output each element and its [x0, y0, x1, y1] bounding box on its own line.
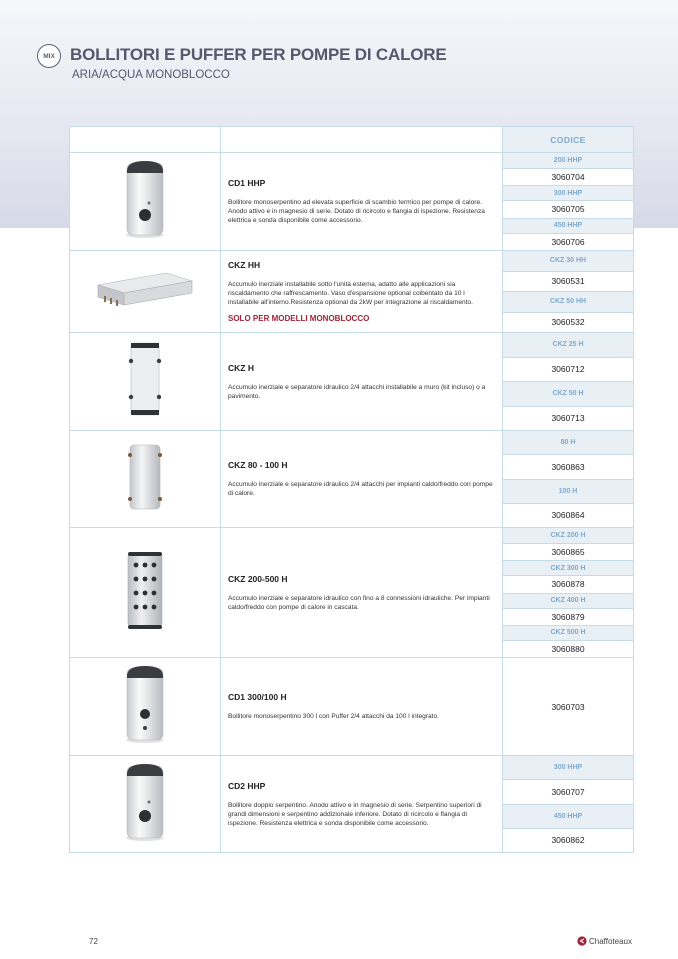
- tank-ckz-hh-image: [90, 267, 200, 311]
- tank-ckz-200-500-h-image: [120, 547, 170, 633]
- product-name: CD1 300/100 H: [228, 692, 287, 702]
- product-description: Accumulo inerziale e separatore idraulico 2/4 attacchi installabile a muro (kit incluso) o a pavimento.: [228, 383, 486, 400]
- header-blank-cell: [221, 127, 503, 153]
- product-row: [70, 528, 634, 658]
- product-code: 3060863: [503, 454, 633, 478]
- chaffoteaux-logo-icon: [577, 936, 587, 946]
- product-row: [70, 431, 634, 528]
- variant-label: 300 HHP: [503, 756, 633, 779]
- product-row: [70, 153, 634, 251]
- product-note: SOLO PER MODELLI MONOBLOCCO: [228, 314, 370, 323]
- product-code: 3060865: [503, 543, 633, 560]
- product-image-cell: [70, 528, 221, 658]
- brand-name: Chaffoteaux: [589, 936, 632, 946]
- brand-logo: [577, 936, 632, 946]
- variant-label: 200 HHP: [503, 153, 633, 168]
- product-image-cell: [70, 756, 221, 853]
- product-description: Accumulo inerziale e separatore idraulico con fino a 8 connessioni idrauliche. Per impianti caldo/freddo con pompe di calore in cascata.: [228, 594, 490, 611]
- variant-label: 450 HHP: [503, 218, 633, 233]
- product-image-cell: [70, 431, 221, 528]
- product-codes-cell: [503, 333, 634, 431]
- product-description: Bollitore monoserpentino 300 l con Puffer 2/4 attacchi da 100 l integrato.: [228, 713, 440, 720]
- product-codes-cell: [503, 528, 634, 658]
- product-description-cell: [221, 251, 503, 333]
- product-description-cell: [221, 153, 503, 251]
- page-subtitle: ARIA/ACQUA MONOBLOCCO: [72, 69, 230, 81]
- variant-label: CKZ 200 H: [503, 528, 633, 543]
- product-codes-cell: [503, 251, 634, 333]
- product-code: 3060532: [503, 312, 633, 333]
- product-code: 3060706: [503, 233, 633, 250]
- product-code: 3060705: [503, 200, 633, 217]
- variant-label: CKZ 500 H: [503, 625, 633, 640]
- product-name: CD1 HHP: [228, 178, 266, 188]
- tank-ckz-h-image: [120, 339, 170, 419]
- codes-column-header: CODICE: [503, 127, 634, 153]
- product-description: Accumulo inerziale installabile sotto l'unità esterna, adatto alle applicazioni sia riscaldamento che raffrescamento. Vaso d'espansione optional coibentato da 10 l installabile all'interno.Resistenza optional da 2kW per integrazione al riscaldamento.: [228, 281, 473, 306]
- product-description: Accumulo inerziale e separatore idraulico 2/4 attacchi per impianti caldo/freddo con pompe di calore.: [228, 481, 493, 497]
- variant-label: CKZ 400 H: [503, 593, 633, 608]
- mix-badge: MIX: [37, 44, 61, 68]
- boiler-cd2-hhp-image: [115, 760, 175, 844]
- product-code: 3060878: [503, 575, 633, 592]
- product-codes-cell: [503, 431, 634, 528]
- product-description-cell: [221, 431, 503, 528]
- boiler-cd1-300-100-h-image: [115, 662, 175, 746]
- product-image-cell: [70, 658, 221, 756]
- product-image-cell: [70, 153, 221, 251]
- product-row: [70, 333, 634, 431]
- product-name: CKZ 80 - 100 H: [228, 460, 288, 470]
- table-header-row: [70, 127, 634, 153]
- variant-label: 80 H: [503, 431, 633, 454]
- product-description-cell: [221, 658, 503, 756]
- product-name: CKZ H: [228, 362, 254, 373]
- tank-ckz-80-100-h-image: [120, 441, 170, 513]
- variant-label: 100 H: [503, 479, 633, 503]
- product-description: Bollitore monoserpentino ad elevata superficie di scambio termico per pompe di calore. Anodo attivo e in magnesio di serie. Dotato di ricircolo e flangia di ispezione. Resistenza elettrica e sonda disponibile come accessorio.: [228, 199, 485, 224]
- products-table: [69, 126, 634, 853]
- product-name: CKZ 200-500 H: [228, 573, 288, 584]
- product-code: 3060864: [503, 503, 633, 527]
- product-code: 3060879: [503, 608, 633, 625]
- product-row: [70, 251, 634, 333]
- page-title: BOLLITORI E PUFFER PER POMPE DI CALORE: [70, 45, 447, 64]
- variant-label: CKZ 50 HH: [503, 291, 633, 312]
- product-row: [70, 756, 634, 853]
- product-codes-cell: [503, 658, 634, 756]
- boiler-cd1-hhp-image: [115, 157, 175, 241]
- variant-label: 300 HHP: [503, 185, 633, 200]
- product-description-cell: [221, 333, 503, 431]
- product-code: 3060704: [503, 168, 633, 185]
- product-code: 3060862: [503, 828, 633, 852]
- product-code: 3060531: [503, 271, 633, 292]
- product-row: [70, 658, 634, 756]
- product-code: 3060707: [503, 779, 633, 803]
- variant-label: CKZ 50 H: [503, 381, 633, 406]
- variant-label: CKZ 25 H: [503, 333, 633, 357]
- header-blank-cell: [70, 127, 221, 153]
- product-description-cell: [221, 528, 503, 658]
- product-image-cell: [70, 251, 221, 333]
- product-code: 3060880: [503, 640, 633, 657]
- product-description: Bollitore doppio serpentino. Anodo attivo e in magnesio di serie. Serpentino superiori di grandi dimensioni e serpentino addizionale inferiore. Dotato di ricircolo e flangia di ispezione. Resistenza elettrica e sonda disponibile come accessorio.: [228, 801, 482, 827]
- product-code: 3060703: [503, 658, 633, 755]
- product-code: 3060712: [503, 357, 633, 382]
- product-name: CD2 HHP: [228, 780, 266, 791]
- product-name: CKZ HH: [228, 260, 261, 270]
- variant-label: CKZ 300 H: [503, 560, 633, 575]
- variant-label: 450 HHP: [503, 804, 633, 828]
- page-number: 72: [89, 937, 98, 946]
- product-codes-cell: [503, 153, 634, 251]
- product-code: 3060713: [503, 406, 633, 431]
- product-image-cell: [70, 333, 221, 431]
- product-description-cell: [221, 756, 503, 853]
- variant-label: CKZ 30 HH: [503, 251, 633, 271]
- product-codes-cell: [503, 756, 634, 853]
